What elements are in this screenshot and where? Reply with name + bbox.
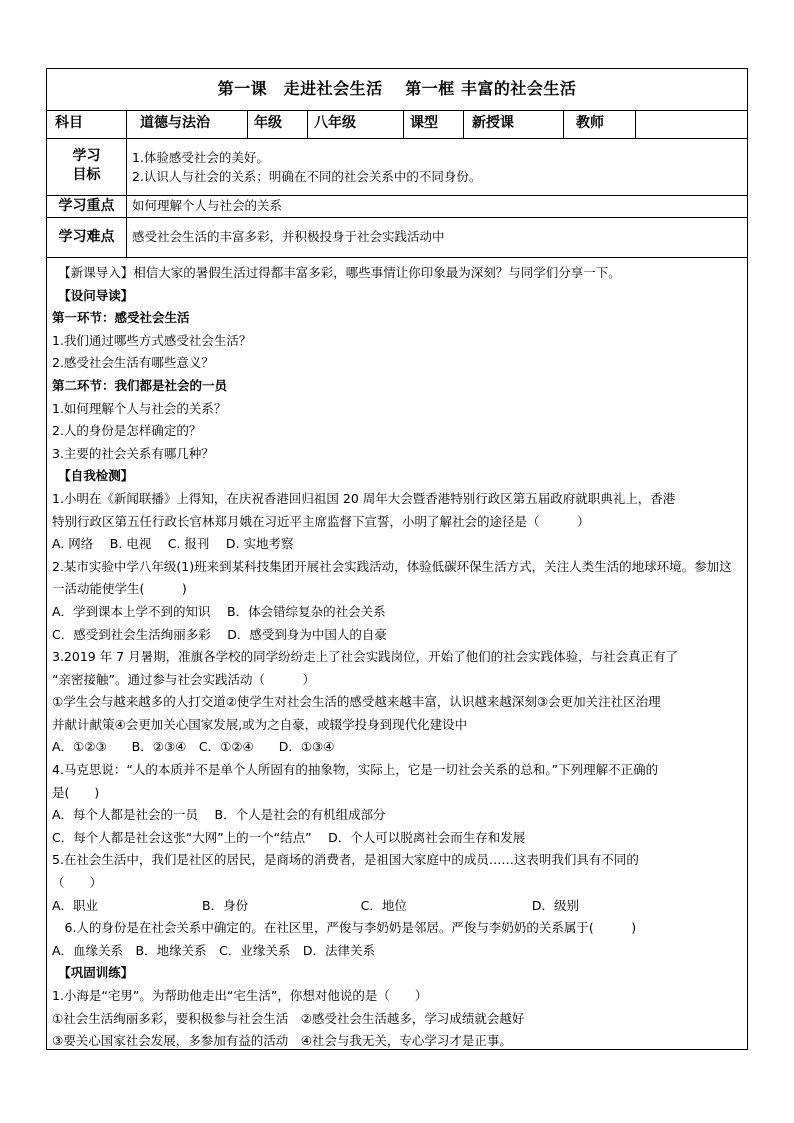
option-line: A. 网络 B. 电视 C. 报刊 D. 实地考察 [52, 536, 294, 552]
section-heading: 第二环节：我们都是社会的一员 [52, 377, 228, 393]
option-line: ③要关心国家社会发展，多参加有益的活动 ④社会与我无关，专心学习才是正事。 [52, 1033, 512, 1049]
question-line: 1.如何理解个人与社会的关系？ [52, 400, 227, 416]
objective-item: 1.体验感受社会的美好。 [132, 150, 269, 165]
option-line: A．①②③ B．②③④ C．①②④ D．①③④ [52, 739, 335, 755]
header-row [47, 111, 747, 139]
option-line: A．每个人都是社会的一员 B．个人是社会的有机组成部分 [52, 807, 386, 823]
question-line: 1.小海是“宅男”。为帮助他走出“宅生活”，你想对他说的是（ ） [52, 988, 428, 1003]
question-line: 6.人的身份是在社会关系中确定的。在社区里，严俊与李奶奶是邻居。严俊与李奶奶的关系属于( ) [52, 920, 637, 936]
key-point-label: 学习重点 [58, 198, 115, 214]
type-label: 课型 [410, 115, 438, 131]
question-line: 2.人的身份是怎样确定的？ [52, 423, 202, 439]
option-line: C．每个人都是社会这张“大网”上的一个“结点” D．个人可以脱离社会而生存和发展 [52, 829, 526, 845]
section-heading: 第一环节：感受社会生活 [52, 310, 190, 326]
difficulty-label: 学习难点 [58, 229, 115, 245]
intro-line: 【新课导入】相信大家的暑假生活过得都丰富多彩，哪些事情让你印象最为深刻？与同学们分享一下。 [52, 265, 621, 280]
option-line: C．感受到社会生活绚丽多彩 D．感受到身为中国人的自豪 [52, 626, 387, 642]
lesson-plan-table [46, 68, 748, 1050]
type-value: 新授课 [472, 115, 514, 131]
difficulty-row [47, 218, 747, 258]
grade-label: 年级 [254, 115, 282, 131]
objective-item: 2.认识人与社会的关系；明确在不同的社会关系中的不同身份。 [132, 169, 482, 184]
subject-label: 科目 [55, 115, 83, 131]
subject-value: 道德与法治 [140, 115, 210, 131]
option-line: A．血缘关系 B．地缘关系 C．业缘关系 D．法律关系 [52, 942, 375, 958]
question-line: 2.感受社会生活有哪些意义？ [52, 355, 214, 371]
difficulty-text: 感受社会生活的丰富多彩，并积极投身于社会实践活动中 [132, 229, 445, 244]
question-line: 5.在社会生活中，我们是社区的居民，是商场的消费者，是祖国大家庭中的成员……这表明我们具有不同的 [52, 852, 639, 868]
question-line: 4.马克思说：“人的本质并不是单个人所固有的抽象物，实际上，它是一切社会关系的总和。”下列理解不正确的 [52, 762, 659, 778]
section-heading: 【巩固训练】 [52, 965, 134, 981]
question-line: 2.某市实验中学八年级(1)班来到某科技集团开展社会实践活动，体验低碳环保生活方式，关注人类生活的地球环境。参加这一活动能使学生( ) [52, 558, 732, 597]
objectives-row [47, 139, 747, 196]
question-line: 1.小明在《新闻联播》上得知，在庆祝香港回归祖国 20 周年大会暨香港特别行政区第五届政府就职典礼上，香港 [52, 490, 676, 506]
title-row [47, 69, 747, 111]
question-line: 1.我们通过哪些方式感受社会生活？ [52, 332, 252, 348]
question-line: “亲密接触”。通过参与社会实践活动（ ） [52, 671, 315, 687]
content-area [47, 258, 747, 1049]
question-line: 特别行政区第五任行政长官林郑月娥在习近平主席监督下宣誓，小明了解社会的途径是（ ） [52, 513, 590, 529]
option-line: ①学生会与越来越多的人打交道②使学生对社会生活的感受越来越丰富，认识越来越深刻③会更加关注社区治理 [52, 694, 661, 710]
objectives-label-line1: 学习 [72, 148, 101, 164]
grade-value: 八年级 [314, 115, 356, 131]
option-line: A．学到课本上学不到的知识 B．体会错综复杂的社会关系 [52, 603, 386, 619]
question-line: 3.2019 年 7 月暑期，准旗各学校的同学纷纷走上了社会实践岗位，开始了他们的社会实践体验，与社会真正有了 [52, 649, 679, 665]
page-title: 第一课 走进社会生活 第一框 丰富的社会生活 [217, 79, 577, 98]
option-line: ①社会生活绚丽多彩，要积极参与社会生活 ②感受社会生活越多，学习成绩就会越好 [52, 1010, 525, 1026]
question-line: （ ） [52, 875, 103, 891]
teacher-label: 教师 [576, 115, 604, 131]
question-line: 是( ) [52, 784, 100, 800]
objectives-label-line2: 目标 [72, 167, 101, 183]
section-heading: 【自我检测】 [52, 468, 134, 484]
section-heading: 【设问导读】 [52, 287, 134, 303]
option-line: A．职业 B．身份 C．地位 D．级别 [52, 897, 579, 913]
option-line: 并献计献策④会更加关心国家发展,或为之自豪，或辍学投身到现代化建设中 [52, 716, 468, 732]
content-lines [52, 262, 743, 1053]
key-point-text: 如何理解个人与社会的关系 [132, 198, 283, 213]
key-point-row [47, 196, 747, 218]
question-line: 3.主要的社会关系有哪几种？ [52, 445, 214, 461]
